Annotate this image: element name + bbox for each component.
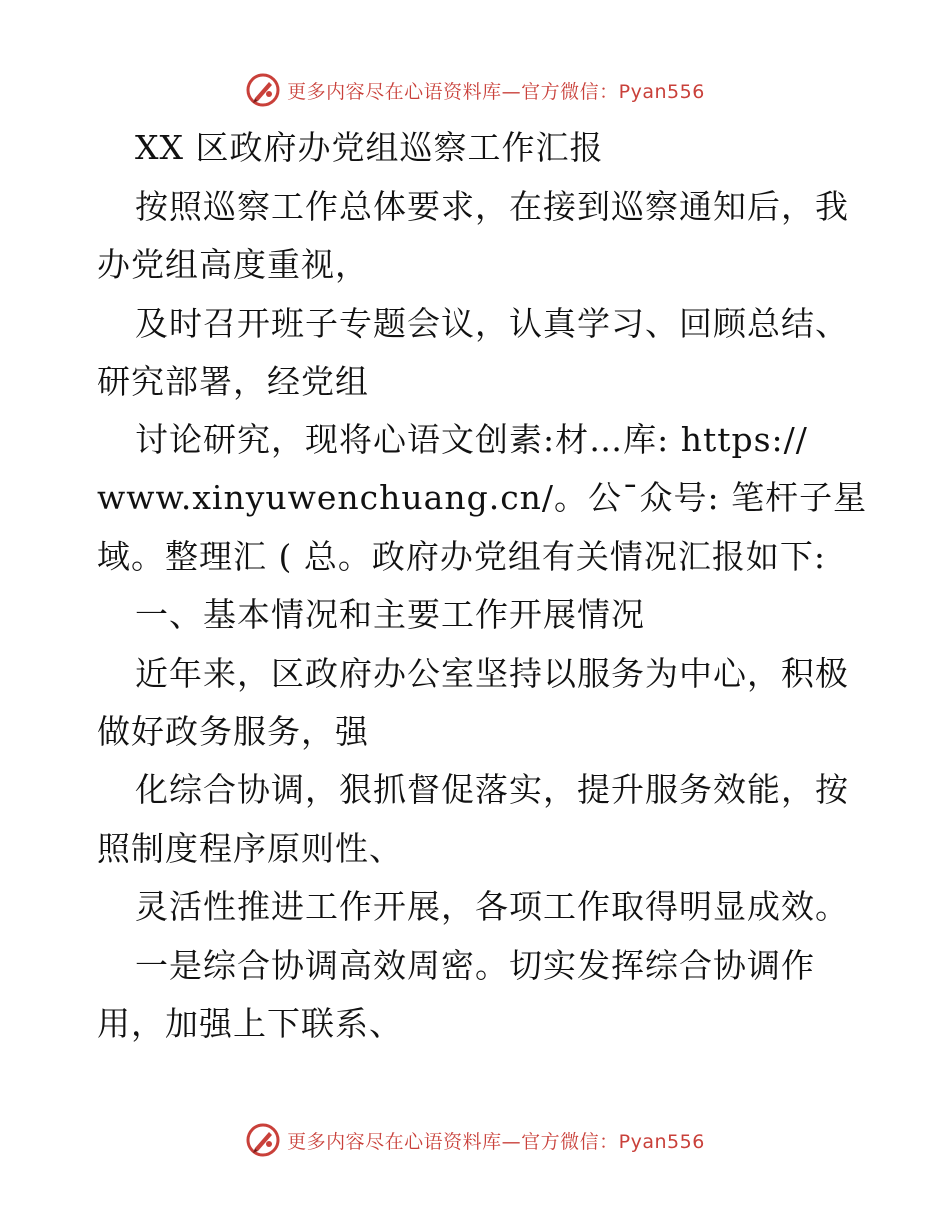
paragraph-line: 研究部署，经党组 — [97, 362, 369, 401]
paragraph-line: 及时召开班子专题会议，认真学习、回顾总结、 — [135, 304, 849, 343]
pen-logo-icon — [245, 1122, 281, 1158]
paragraph-line: 讨论研究，现将心语文创素:材…库: https:// — [135, 420, 808, 459]
footer-watermark-banner — [0, 1120, 950, 1160]
paragraph-line: 化综合协调，狠抓督促落实，提升服务效能，按 — [135, 770, 849, 809]
paragraph-line: 办党组高度重视， — [97, 245, 369, 284]
watermark-text: 更多内容尽在心语资料库—官方微信：Pyan556 — [287, 80, 705, 103]
paragraph-line: 用，加强上下联系、 — [97, 1004, 403, 1043]
paragraph-line: 做好政务服务，强 — [97, 712, 369, 751]
watermark-text: 更多内容尽在心语资料库—官方微信：Pyan556 — [287, 1130, 705, 1153]
paragraph-line: 域。整理汇 ( 总。政府办党组有关情况汇报如下: — [97, 537, 826, 576]
paragraph-line: www.xinyuwenchuang.cn/。公¯众号: 笔杆子星 — [97, 478, 868, 517]
paragraph-line: 按照巡察工作总体要求，在接到巡察通知后，我 — [135, 187, 849, 226]
document-title: XX 区政府办党组巡察工作汇报 — [135, 128, 604, 167]
paragraph-line: 近年来，区政府办公室坚持以服务为中心，积极 — [135, 654, 849, 693]
paragraph-line: 灵活性推进工作开展，各项工作取得明显成效。 — [135, 887, 849, 926]
section-heading: 一、基本情况和主要工作开展情况 — [135, 595, 645, 634]
paragraph-line: 照制度程序原则性、 — [97, 829, 403, 868]
paragraph-line: 一是综合协调高效周密。切实发挥综合协调作 — [135, 946, 815, 985]
